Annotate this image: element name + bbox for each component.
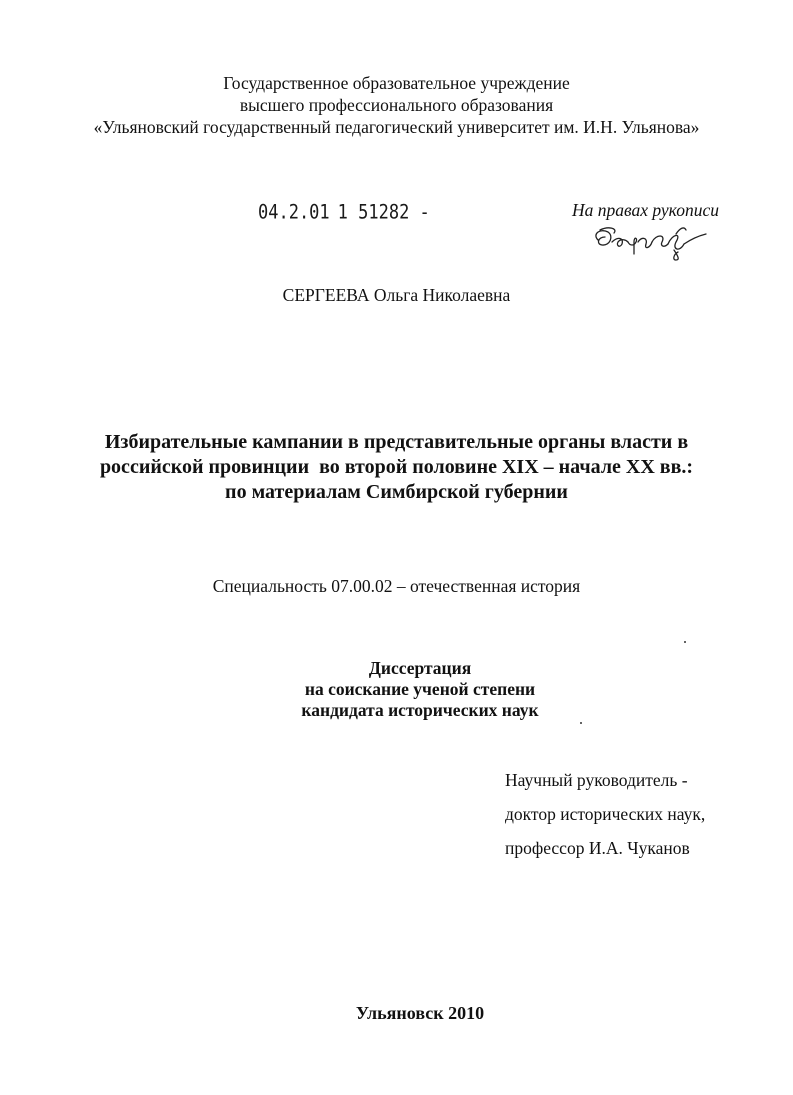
dissertation-title <box>0 430 793 505</box>
specialty-line: Специальность 07.00.02 – отечественная история <box>212 576 581 596</box>
degree-line-1: Диссертация <box>368 658 472 678</box>
institution-line-1: Государственное образовательное учреждение <box>223 73 570 93</box>
scan-speck <box>580 722 582 724</box>
manuscript-rights-label: На правах рукописи <box>572 200 719 220</box>
institution-line-2: высшего профессионального образования <box>239 95 554 115</box>
supervisor-block <box>505 763 705 865</box>
handwritten-signature-icon <box>590 220 710 262</box>
title-line-2: российской провинции во второй половине XIX – начале XX вв.: <box>99 456 694 478</box>
supervisor-line-2: доктор исторических наук, <box>505 804 706 824</box>
supervisor-line-3: профессор И.А. Чуканов <box>505 838 690 858</box>
city-year: Ульяновск 2010 <box>355 1003 485 1023</box>
scan-speck <box>684 641 686 643</box>
degree-line-2: на соискание ученой степени <box>304 679 536 699</box>
dissertation-degree-block <box>0 658 793 721</box>
institution-header <box>0 72 793 138</box>
stamp-number: 1 51282 - <box>337 201 430 224</box>
stamp-date: 04.2.01 <box>258 201 330 224</box>
registration-stamp <box>258 201 430 224</box>
title-line-1: Избирательные кампании в представительные органы власти в <box>104 431 689 453</box>
degree-line-3: кандидата исторических наук <box>301 700 539 720</box>
title-line-3: по материалам Симбирской губернии <box>225 481 568 503</box>
supervisor-line-1: Научный руководитель - <box>505 770 688 790</box>
institution-line-3: «Ульяновский государственный педагогический университет им. И.Н. Ульянова» <box>93 117 700 137</box>
author-name: СЕРГЕЕВА Ольга Николаевна <box>282 285 511 305</box>
